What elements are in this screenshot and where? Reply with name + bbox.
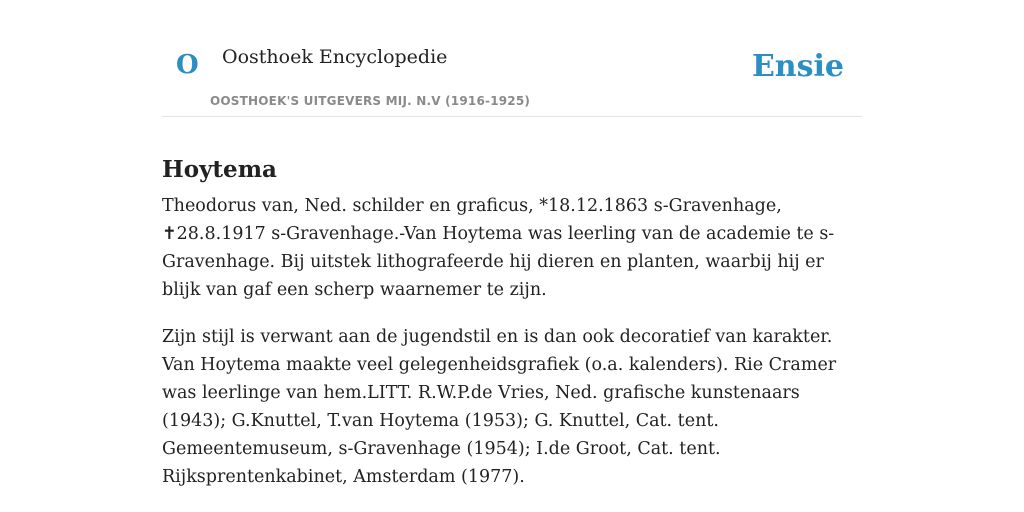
brand-link[interactable]: Ensie bbox=[751, 49, 844, 84]
site-header bbox=[162, 0, 862, 117]
site-logo[interactable]: O bbox=[176, 50, 199, 80]
article-headword: Hoytema bbox=[162, 156, 277, 184]
site-title[interactable]: Oosthoek Encyclopedie bbox=[222, 46, 448, 68]
publisher-subtitle: OOSTHOEK'S UITGEVERS MIJ. N.V (1916-1925) bbox=[210, 94, 531, 108]
article-paragraph: Zijn stijl is verwant aan de jugendstil en is dan ook decoratief van karakter. Van Hoytema maakte veel gelegenheidsgrafiek (o.a. kalenders). Rie Cramer was leerlinge van hem.LITT. R.W.P.de Vries, Ned. grafische kunstenaars (1943); G.Knuttel, T.van Hoytema (1953); G. Knuttel, Cat. tent. Gemeentemuseum, s-Gravenhage (1954); I.de Groot, Cat. tent. Rijksprentenkabinet, Amsterdam (1977). bbox=[162, 327, 837, 487]
article-paragraph: Theodorus van, Ned. schilder en graficus, *18.12.1863 s-Gravenhage, ✝28.8.1917 s-Gravenhage.-Van Hoytema was leerling van de academie te s-Gravenhage. Bij uitstek lithografeerde hij dieren en planten, waarbij hij er blijk van gaf een scherp waarnemer te zijn. bbox=[162, 196, 835, 300]
page-container bbox=[162, 0, 862, 487]
